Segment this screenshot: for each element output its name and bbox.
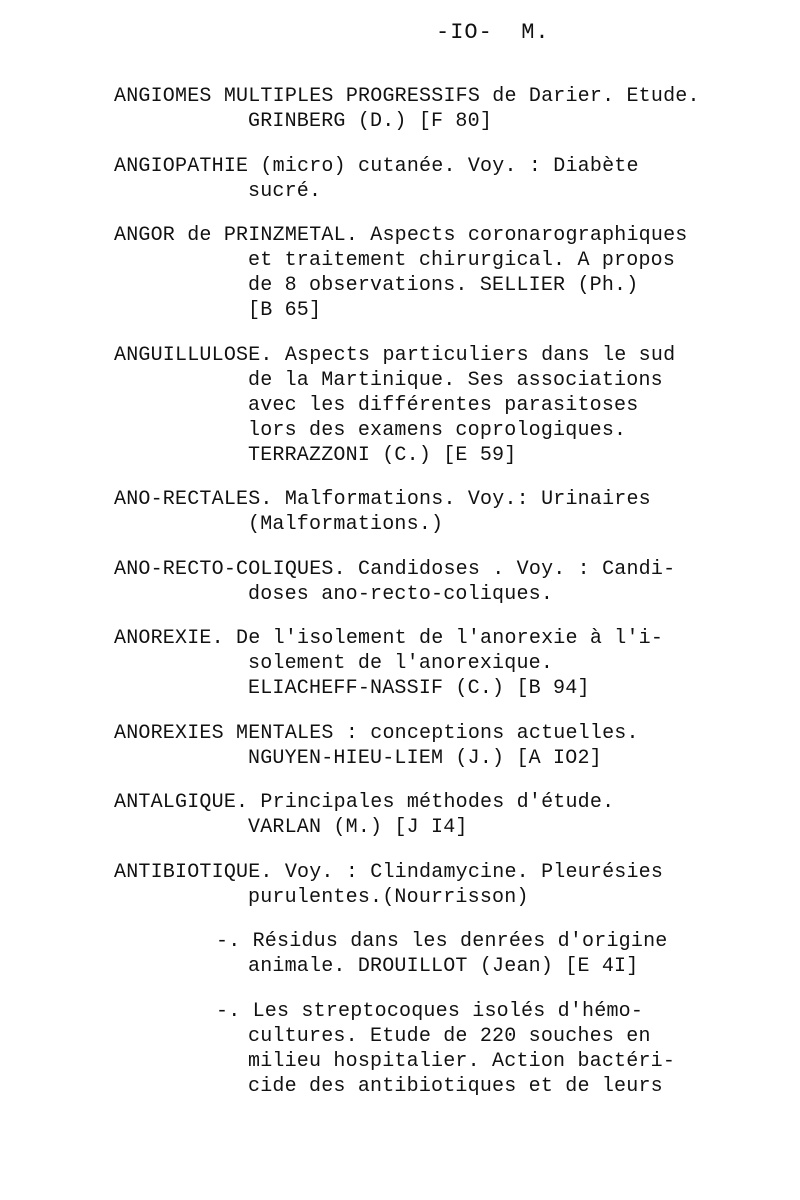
entry-line: cultures. Etude de 220 souches en [248,1024,651,1048]
entry-line: ANOREXIES MENTALES : conceptions actuelles. [114,721,639,745]
entry-line: lors des examens coprologiques. [248,418,627,442]
entry-line: purulentes.(Nourrisson) [248,885,529,909]
entry-line: ANO-RECTALES. Malformations. Voy.: Urinaires [114,488,651,511]
index-subentry [114,929,794,979]
entry-line: doses ano-recto-coliques. [248,582,554,606]
entry-line: sucré. [248,179,322,203]
entry-line: de la Martinique. Ses associations [248,368,663,392]
entry-line: avec les différentes parasitoses [248,393,639,417]
index-subentry [114,999,794,1099]
entry-line: milieu hospitalier. Action bactéri- [248,1049,676,1073]
entry-line: GRINBERG (D.) [F 80] [248,110,493,133]
index-entry [114,343,794,468]
index-entries [114,84,794,1118]
entry-line: animale. DROUILLOT (Jean) [E 4I] [248,955,639,978]
page-header: -IO- M. [436,20,550,45]
entry-line: NGUYEN-HIEU-LIEM (J.) [A IO2] [248,746,602,770]
index-entry [114,557,794,607]
index-entry [114,626,794,701]
entry-line: TERRAZZONI (C.) [E 59] [248,443,517,467]
index-entry [114,860,794,910]
entry-line: cide des antibiotiques et de leurs [248,1074,663,1098]
entry-line: (Malformations.) [248,513,444,536]
entry-line: ANTALGIQUE. Principales méthodes d'étude. [114,791,615,814]
entry-line: et traitement chirurgical. A propos [248,249,676,272]
index-entry [114,154,794,204]
entry-line: ANGIOMES MULTIPLES PROGRESSIFS de Darier. Etude. [114,85,700,108]
entry-line: VARLAN (M.) [J I4] [248,816,468,839]
entry-line: ELIACHEFF-NASSIF (C.) [B 94] [248,677,590,700]
entry-line: de 8 observations. SELLIER (Ph.) [248,274,639,297]
entry-line: ANGUILLULOSE. Aspects particuliers dans le sud [114,343,676,367]
entry-line: ANGIOPATHIE (micro) cutanée. Voy. : Diabète [114,154,639,178]
index-entry [114,721,794,771]
entry-line: ANO-RECTO-COLIQUES. Candidoses . Voy. : Candi- [114,557,676,581]
entry-line: -. Les streptocoques isolés d'hémo- [216,999,644,1023]
entry-line: -. Résidus dans les denrées d'origine [216,930,668,953]
index-entry [114,487,794,537]
index-entry [114,84,794,134]
entry-line: ANOREXIE. De l'isolement de l'anorexie à l'i- [114,627,664,650]
entry-line: solement de l'anorexique. [248,652,554,675]
index-entry [114,790,794,840]
entry-line: [B 65] [248,299,322,322]
index-entry [114,223,794,323]
entry-line: ANTIBIOTIQUE. Voy. : Clindamycine. Pleurésies [114,860,664,884]
entry-line: ANGOR de PRINZMETAL. Aspects coronarographiques [114,224,688,247]
